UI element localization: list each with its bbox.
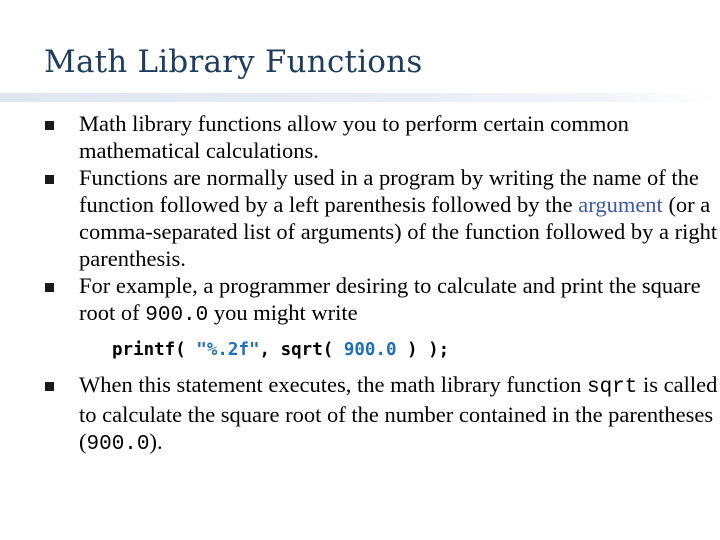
code-prefix: printf( bbox=[112, 340, 197, 360]
code-example bbox=[0, 338, 449, 362]
bullet-list-continued bbox=[0, 371, 720, 458]
square-bullet-icon bbox=[45, 121, 54, 130]
code-suffix: ) ); bbox=[396, 340, 450, 360]
bullet-text: Math library functions allow you to perform certain common mathematical calculations. bbox=[79, 111, 629, 163]
bullet-item bbox=[0, 272, 720, 329]
bullet-item bbox=[0, 110, 720, 164]
square-bullet-icon bbox=[45, 382, 54, 391]
title-divider bbox=[0, 93, 720, 102]
code-middle: , sqrt( bbox=[259, 340, 344, 360]
argument-term: argument bbox=[578, 192, 663, 217]
bullet-item bbox=[0, 164, 720, 272]
square-bullet-icon bbox=[45, 175, 54, 184]
bullet-text: ). bbox=[149, 429, 163, 454]
bullet-text: When this statement executes, the math library function bbox=[79, 372, 587, 397]
inline-code-function: sqrt bbox=[586, 376, 638, 399]
bullet-item bbox=[0, 371, 720, 458]
bullet-text: Functions are normally used in a program by writing the name of the function followed by a left parenthesis followed by the bbox=[79, 165, 699, 217]
bullet-text: For example, a programmer desiring to calculate and print the square root of bbox=[79, 273, 701, 325]
slide-title: Math Library Functions bbox=[44, 44, 423, 80]
bullet-list bbox=[0, 110, 720, 329]
code-number: 900.0 bbox=[343, 340, 397, 360]
bullet-text: (or a comma-separated list of arguments) of the function followed by a right parenthesis. bbox=[79, 192, 718, 271]
inline-code-value: 900.0 bbox=[145, 304, 209, 327]
bullet-text: you might write bbox=[208, 300, 358, 325]
code-format-string: "%.2f" bbox=[196, 340, 260, 360]
square-bullet-icon bbox=[45, 283, 54, 292]
inline-code-value: 900.0 bbox=[86, 433, 150, 456]
bullet-text: is called to calculate the square root of the number contained in the parentheses ( bbox=[79, 372, 718, 454]
